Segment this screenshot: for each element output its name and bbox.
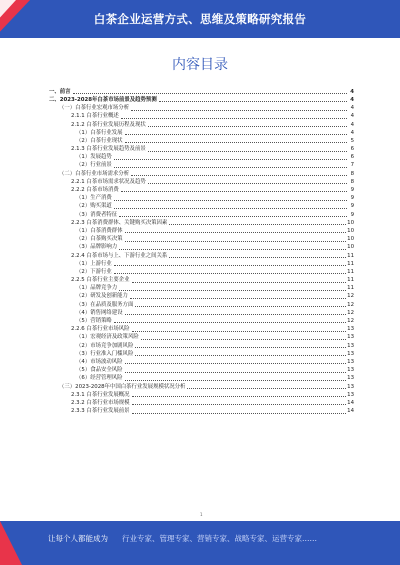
- toc-entry-text: （一）白茶行业宏观市场分析: [59, 105, 130, 112]
- toc-entry[interactable]: [49, 365, 354, 373]
- toc-entry-page: 14: [347, 408, 354, 415]
- toc-entry-text: （3）品牌影响力: [76, 244, 118, 251]
- toc-leader-dots: [135, 355, 346, 356]
- toc-entry-text: （5）食品安全风险: [76, 367, 123, 374]
- toc-entry[interactable]: [49, 144, 354, 152]
- toc-entry-page: 13: [347, 367, 354, 374]
- toc-entry[interactable]: [49, 87, 354, 95]
- toc-leader-dots: [125, 372, 347, 373]
- toc-entry-text: （三）2023-2028年中国白茶行业发展规模状况分析: [59, 383, 186, 390]
- toc-entry[interactable]: [49, 316, 354, 324]
- toc-entry-page: 13: [347, 326, 354, 333]
- toc-entry-page: 13: [347, 358, 354, 365]
- toc-entry-page: 12: [347, 293, 354, 300]
- toc-leader-dots: [114, 322, 346, 323]
- toc-entry[interactable]: [49, 349, 354, 357]
- toc-entry-text: 2.2.3 白茶消费群体、关键购买决策因素: [71, 219, 168, 226]
- toc-entry[interactable]: [49, 161, 354, 169]
- toc-leader-dots: [135, 306, 346, 307]
- toc-entry-text: 2.2.1 白茶市场需求状况及趋势: [71, 178, 146, 185]
- toc-leader-dots: [132, 282, 347, 283]
- toc-entry-page: 10: [347, 236, 354, 243]
- toc-entry-page: 5: [350, 137, 354, 144]
- toc-entry-page: 4: [350, 129, 354, 136]
- toc-entry-text: 2.3.2 白茶行业市场规模: [71, 399, 130, 406]
- toc-entry-page: 13: [347, 375, 354, 382]
- toc-entry-page: 6: [350, 146, 354, 153]
- toc-entry-page: 12: [347, 309, 354, 316]
- toc-entry-page: 11: [347, 252, 354, 259]
- toc-leader-dots: [73, 93, 347, 94]
- toc-entry-page: 13: [347, 383, 354, 390]
- toc-leader-dots: [125, 241, 347, 242]
- toc-entry-page: 9: [350, 203, 354, 210]
- toc-entry-page: 4: [350, 113, 354, 120]
- toc-entry[interactable]: [49, 177, 354, 185]
- toc-leader-dots: [114, 159, 347, 160]
- toc-leader-dots: [121, 191, 347, 192]
- toc-entry-page: 13: [347, 391, 354, 398]
- toc-leader-dots: [121, 118, 347, 119]
- toc-entry[interactable]: [49, 341, 354, 349]
- toc-entry-text: （3）在品质及服务方面: [76, 301, 134, 308]
- toc-entry[interactable]: [49, 308, 354, 316]
- toc-entry-text: （1）宏观经济及政策风险: [76, 334, 139, 341]
- toc-entry-page: 8: [350, 170, 354, 177]
- toc-entry-page: 7: [350, 162, 354, 169]
- toc-entry[interactable]: [49, 226, 354, 234]
- toc-entry-page: 9: [350, 195, 354, 202]
- toc-entry-text: （1）白茶行业发展: [76, 129, 123, 136]
- toc-entry-text: 2.2.4 白茶市场与上、下游行业之间关系: [71, 252, 168, 259]
- toc-entry-page: 4: [350, 121, 354, 128]
- toc-entry-text: 2.1.3 白茶行业发展趋势及前景: [71, 146, 146, 153]
- header-banner: [0, 0, 400, 38]
- footer-banner: [0, 521, 400, 565]
- toc-leader-dots: [125, 232, 347, 233]
- toc-entry-page: 8: [350, 178, 354, 185]
- toc-entry-page: 9: [350, 187, 354, 194]
- toc-entry[interactable]: [49, 103, 354, 111]
- toc-entry[interactable]: [49, 153, 354, 161]
- toc-entry-page: 11: [347, 260, 354, 267]
- toc-leader-dots: [119, 216, 347, 217]
- toc-leader-dots: [119, 249, 346, 250]
- toc-entry-page: 13: [347, 350, 354, 357]
- toc-entry[interactable]: [49, 292, 354, 300]
- toc-entry-page: 10: [347, 219, 354, 226]
- toc-leader-dots: [125, 314, 347, 315]
- toc-entry-page: 4: [350, 88, 354, 95]
- toc-entry-text: （2）下游行业: [76, 268, 112, 275]
- toc-leader-dots: [119, 290, 346, 291]
- toc-entry[interactable]: [49, 324, 354, 332]
- toc-entry[interactable]: [49, 234, 354, 242]
- toc-leader-dots: [114, 200, 347, 201]
- toc-entry-text: （4）市场波动风险: [76, 358, 123, 365]
- toc-entry-page: 6: [350, 154, 354, 161]
- toc-entry-text: 2.2.2 白茶市场消费: [71, 187, 119, 194]
- toc-leader-dots: [131, 175, 347, 176]
- toc-entry[interactable]: [49, 185, 354, 193]
- toc-entry-page: 13: [347, 342, 354, 349]
- footer-slogan: 让每个人都能成为: [48, 534, 108, 543]
- toc-entry-text: 2.2.6 白茶行业市场风险: [71, 326, 130, 333]
- toc-entry[interactable]: [49, 112, 354, 120]
- toc-leader-dots: [159, 101, 347, 102]
- toc-leader-dots: [132, 331, 347, 332]
- toc-entry-text: （2）购买渠道: [76, 203, 112, 210]
- toc-entry-text: 2.3.3 白茶行业发展前景: [71, 408, 130, 415]
- toc-leader-dots: [169, 224, 346, 225]
- toc-leader-dots: [169, 257, 346, 258]
- toc-entry-page: 10: [347, 244, 354, 251]
- toc-entry-page: 4: [350, 105, 354, 112]
- toc-entry-text: 2.2.5 白茶行业主要企业: [71, 277, 130, 284]
- toc-entry-text: 2.1.2 白茶行业发展历程及现状: [71, 121, 146, 128]
- toc-entry-page: 10: [347, 227, 354, 234]
- toc-entry[interactable]: [49, 120, 354, 128]
- toc-entry-text: （1）品牌竞争力: [76, 285, 118, 292]
- toc-entry[interactable]: [49, 374, 354, 382]
- toc-entry-page: 11: [347, 268, 354, 275]
- toc-entry-page: 9: [350, 211, 354, 218]
- toc-entry-text: （1）发展趋势: [76, 154, 112, 161]
- toc-entry-text: （3）消费者特征: [76, 211, 118, 218]
- toc-entry[interactable]: [49, 259, 354, 267]
- toc-entry-text: （6）经营管理风险: [76, 375, 123, 382]
- toc-leader-dots: [125, 134, 347, 135]
- toc-entry-text: （2）研发及创新能力: [76, 293, 128, 300]
- toc-entry-text: （1）生产消费: [76, 195, 112, 202]
- toc-entry[interactable]: [49, 210, 354, 218]
- toc-entry[interactable]: [49, 95, 354, 103]
- table-of-contents: [49, 87, 354, 415]
- toc-leader-dots: [132, 413, 347, 414]
- page-number: 1: [200, 512, 203, 517]
- toc-entry[interactable]: [49, 382, 354, 390]
- toc-entry-text: （2）白茶行业现状: [76, 137, 123, 144]
- toc-entry[interactable]: [49, 284, 354, 292]
- toc-entry-text: （2）市场竞争加剧风险: [76, 342, 134, 349]
- toc-entry[interactable]: [49, 136, 354, 144]
- toc-leader-dots: [148, 151, 347, 152]
- toc-entry[interactable]: [49, 169, 354, 177]
- toc-leader-dots: [125, 363, 347, 364]
- toc-leader-dots: [114, 167, 347, 168]
- toc-leader-dots: [131, 110, 347, 111]
- toc-entry[interactable]: [49, 398, 354, 406]
- toc-entry-text: （1）上游行业: [76, 260, 112, 267]
- report-title: 白茶企业运营方式、思维及策略研究报告: [93, 12, 307, 26]
- toc-entry-page: 12: [347, 318, 354, 325]
- toc-entry[interactable]: [49, 251, 354, 259]
- toc-entry-page: 11: [347, 285, 354, 292]
- toc-leader-dots: [114, 208, 347, 209]
- toc-leader-dots: [130, 298, 346, 299]
- toc-leader-dots: [114, 273, 346, 274]
- toc-entry-page: 11: [347, 277, 354, 284]
- toc-entry-page: 13: [347, 334, 354, 341]
- toc-entry-text: （2）白茶购买决策: [76, 236, 123, 243]
- toc-entry-text: （1）白茶消费群体: [76, 227, 123, 234]
- toc-entry[interactable]: [49, 275, 354, 283]
- toc-entry-text: 2.1.1 白茶行业概述: [71, 113, 119, 120]
- footer-roles: 行业专家、管理专家、营销专家、战略专家、运营专家……: [122, 534, 317, 543]
- toc-entry[interactable]: [49, 128, 354, 136]
- toc-entry-text: （2）行业前景: [76, 162, 112, 169]
- toc-leader-dots: [187, 388, 346, 389]
- toc-entry-page: 4: [350, 96, 354, 103]
- toc-entry-text: 二、2023-2028年白茶市场前景及趋势预测: [49, 96, 157, 103]
- toc-entry[interactable]: [49, 390, 354, 398]
- toc-entry[interactable]: [49, 243, 354, 251]
- toc-entry[interactable]: [49, 218, 354, 226]
- toc-entry-text: （二）白茶行业市场需求分析: [59, 170, 130, 177]
- toc-entry[interactable]: [49, 300, 354, 308]
- toc-entry-page: 14: [347, 399, 354, 406]
- toc-entry-text: （3）行业准入门槛风险: [76, 350, 134, 357]
- toc-leader-dots: [141, 339, 346, 340]
- toc-leader-dots: [132, 404, 347, 405]
- toc-leader-dots: [125, 142, 347, 143]
- toc-entry[interactable]: [49, 333, 354, 341]
- toc-entry[interactable]: [49, 202, 354, 210]
- toc-heading: 内容目录: [172, 57, 228, 73]
- toc-leader-dots: [135, 347, 346, 348]
- toc-leader-dots: [125, 380, 347, 381]
- toc-entry-text: 一、前言: [49, 88, 71, 95]
- toc-entry-text: （4）销售网络建设: [76, 309, 123, 316]
- footer-red-wedge: [0, 521, 22, 565]
- toc-leader-dots: [148, 183, 347, 184]
- toc-entry[interactable]: [49, 357, 354, 365]
- toc-leader-dots: [114, 265, 346, 266]
- toc-entry[interactable]: [49, 406, 354, 414]
- toc-entry-page: 12: [347, 301, 354, 308]
- toc-entry-text: 2.3.1 白茶行业发展概况: [71, 391, 130, 398]
- toc-leader-dots: [132, 396, 347, 397]
- toc-entry[interactable]: [49, 267, 354, 275]
- toc-entry-text: （5）营销策略: [76, 318, 112, 325]
- toc-entry[interactable]: [49, 193, 354, 201]
- toc-leader-dots: [148, 126, 347, 127]
